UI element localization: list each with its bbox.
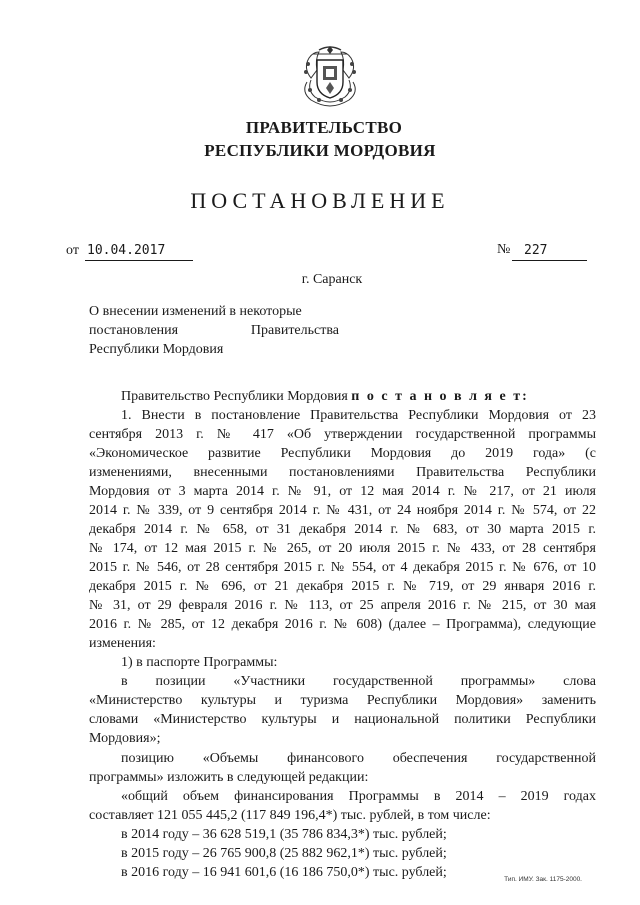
body-line: позицию «Объемы финансового обеспечения государственной [121, 751, 596, 766]
body-line: декабря 2014 г. № 658, от 31 декабря 2014 г. № 683, от 30 марта 2015 г. [89, 522, 596, 537]
body-line: Мордовия»; [89, 731, 161, 746]
body-line: составляет 121 055 445,2 (117 849 196,4*) тыс. рублей, в том числе: [89, 808, 491, 823]
government-title-line1: ПРАВИТЕЛЬСТВО [245, 118, 403, 137]
subject-line: О внесении изменений в некоторые [89, 304, 302, 319]
body-line: в 2014 году – 36 628 519,1 (35 786 834,3*) тыс. рублей; [121, 827, 447, 842]
subject-line [89, 321, 339, 340]
body-line: в 2016 году – 16 941 601,6 (16 186 750,0*) тыс. рублей; [121, 865, 447, 880]
subject-line: Республики Мордовия [89, 342, 224, 357]
body-line: «Экономическое развитие Республики Мордовия до 2019 года» (с [89, 446, 596, 461]
date-prefix: от [66, 243, 79, 258]
city-name: г. Саранск [301, 272, 363, 287]
body-line: 1) в паспорте Программы: [121, 655, 278, 670]
body-line: № 31, от 29 февраля 2016 г. № 113, от 25 апреля 2016 г. № 215, от 30 мая [89, 598, 596, 613]
document-number: 227 [512, 242, 587, 261]
government-title-line2: РЕСПУБЛИКИ МОРДОВИЯ [204, 141, 436, 160]
number-prefix: № [497, 242, 511, 257]
body-line: программы» изложить в следующей редакции: [89, 770, 369, 785]
body-line: в 2015 году – 26 765 900,8 (25 882 962,1*) тыс. рублей; [121, 846, 447, 861]
body-line: 2016 г. № 285, от 12 декабря 2016 г. № 608) (далее – Программа), следующие [89, 617, 596, 632]
body-line: 2014 г. № 339, от 9 сентября 2014 г. № 431, от 24 ноября 2014 г. № 574, от 22 [89, 503, 596, 518]
body-line: «Министерство культуры и туризма Республики Мордовия» заменить [89, 693, 596, 708]
preamble-text: Правительство Республики Мордовия [121, 389, 352, 404]
body-line: сентября 2013 г. № 417 «Об утверждении государственной программы [89, 427, 596, 442]
body-line: декабря 2015 г. № 696, от 21 декабря 2015 г. № 719, от 29 января 2016 г. [89, 579, 596, 594]
document-date: 10.04.2017 [85, 242, 193, 261]
body-line: словами «Министерство культуры и национальной политики Республики [89, 712, 596, 727]
coat-of-arms-emblem [297, 40, 363, 110]
preamble [89, 388, 596, 407]
body-line: 1. Внести в постановление Правительства Республики Мордовия от 23 [121, 408, 596, 423]
subject-word: Правительства [250, 323, 339, 338]
preamble-verb: п о с т а н о в л я е т: [351, 389, 529, 404]
body-line: 2015 г. № 546, от 28 сентября 2015 г. № 554, от 4 декабря 2015 г. № 676, от 10 [89, 560, 596, 575]
body-line: изменения: [89, 636, 156, 651]
body-line: изменениями, внесенными постановлениями Правительства Республики [89, 465, 596, 480]
document-type-heading: ПОСТАНОВЛЕНИЕ [190, 188, 450, 213]
body-line: «общий объем финансирования Программы в 2014 – 2019 годах [121, 789, 596, 804]
body-line: в позиции «Участники государственной программы» слова [121, 674, 596, 689]
body-line: Мордовия от 3 марта 2014 г. № 91, от 12 мая 2014 г. № 217, от 21 июля [89, 484, 596, 499]
print-footer: Тип. ИМУ. Зак. 1175-2000. [504, 876, 582, 883]
subject-word: постановления [89, 323, 179, 338]
body-line: № 174, от 12 мая 2015 г. № 265, от 20 июля 2015 г. № 433, от 28 сентября [89, 541, 596, 556]
